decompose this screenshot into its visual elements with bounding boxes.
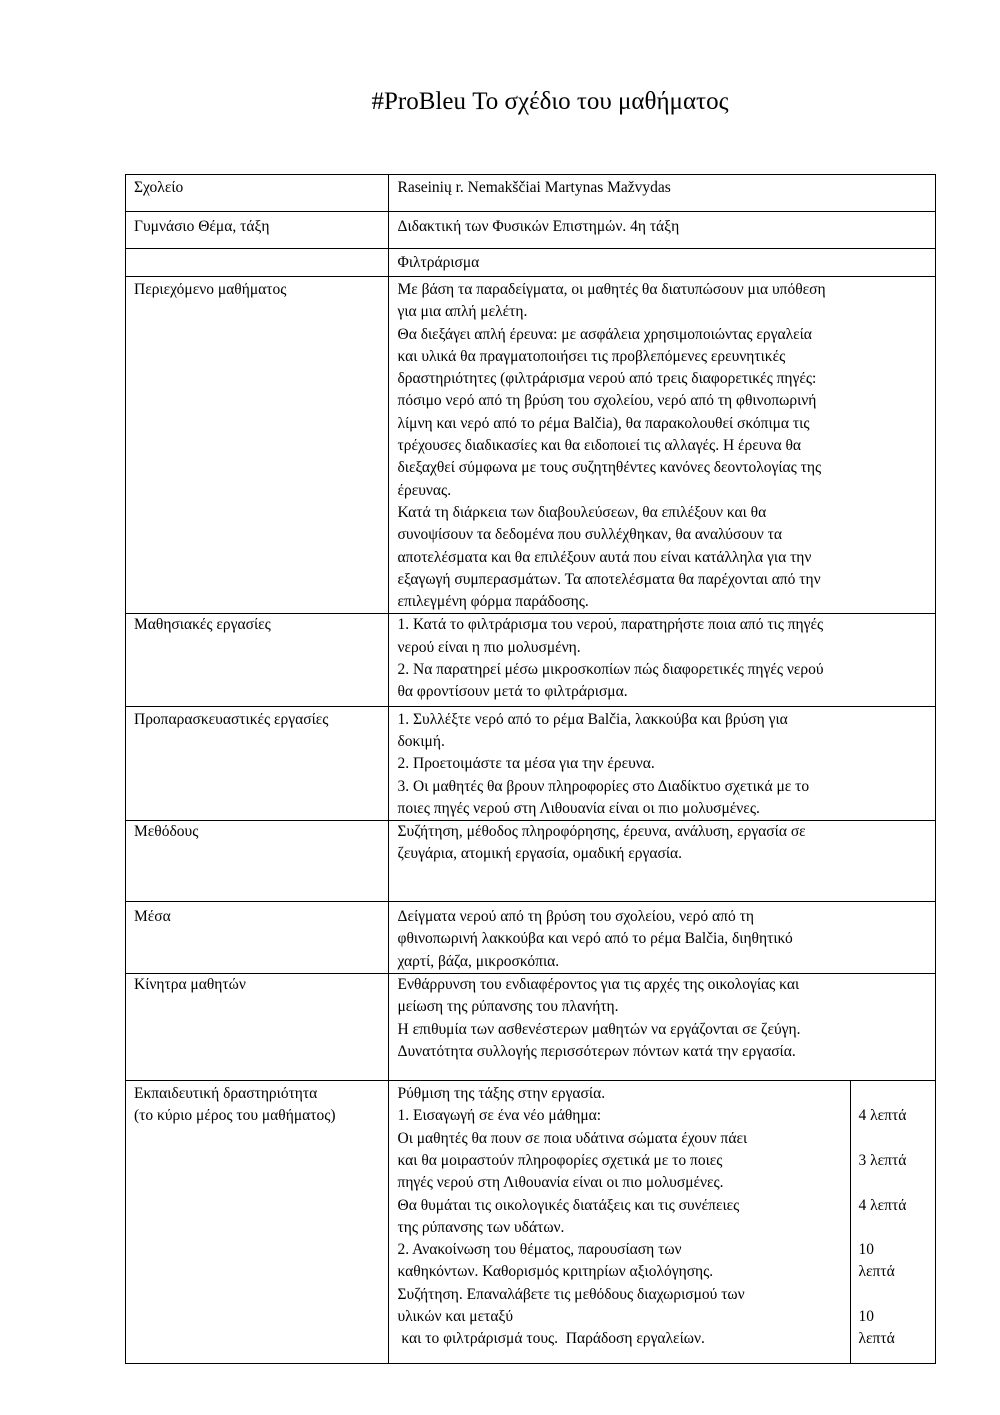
- motivation-line: Ενθάρρυνση του ενδιαφέροντος για τις αρχές της οικολογίας και: [397, 976, 800, 994]
- content-line: πόσιμο νερό από τη βρύση του σχολείου, νερό από τη φθινοπωρινή: [397, 392, 817, 410]
- row-school: [126, 175, 936, 212]
- media-value: [388, 902, 936, 974]
- topic-value: Φιλτράρισμα: [388, 249, 936, 277]
- preparatory-line: 2. Προετοιμάστε τα μέσα για την έρευνα.: [397, 755, 655, 773]
- preparatory-value: [388, 706, 936, 820]
- activity-line: Ρύθμιση της τάξης στην εργασία.: [397, 1085, 606, 1103]
- time-entry: λεπτά: [858, 1263, 895, 1281]
- content-line: Με βάση τα παραδείγματα, οι μαθητές θα διατυπώσουν μια υπόθεση: [397, 281, 826, 298]
- activity-line: Συζήτηση. Επαναλάβετε τις μεθόδους διαχωρισμού των: [397, 1285, 745, 1303]
- activity-line: υλικών και μεταξύ: [397, 1307, 514, 1325]
- content-line: λίμνη και νερό από το ρέμα Balčia), θα παρακολουθεί σκόπιμα τις: [397, 414, 810, 432]
- motivation-line: μείωση της ρύπανσης του πλανήτη.: [397, 998, 619, 1016]
- lesson-plan-table: [125, 174, 936, 1364]
- subject-label: Γυμνάσιο Θέμα, τάξη: [126, 212, 389, 249]
- row-motivation: [126, 974, 936, 1081]
- media-line: Δείγματα νερού από τη βρύση του σχολείου, νερό από τη: [397, 908, 754, 926]
- methods-value: [388, 821, 936, 902]
- school-label: Σχολείο: [126, 175, 389, 212]
- time-entry: 4 λεπτά: [858, 1107, 907, 1125]
- row-tasks: [126, 614, 936, 706]
- content-line: Κατά τη διάρκεια των διαβουλεύσεων, θα επιλέξουν και θα: [397, 503, 767, 521]
- activity-label: [126, 1081, 389, 1364]
- preparatory-label: Προπαρασκευαστικές εργασίες: [126, 706, 389, 820]
- tasks-line: θα φροντίσουν μετά το φιλτράρισμα.: [397, 683, 628, 701]
- tasks-value: [388, 614, 936, 706]
- tasks-line: 2. Να παρατηρεί μέσω μικροσκοπίων πώς διαφορετικές πηγές νερού: [397, 661, 824, 679]
- row-topic: [126, 249, 936, 277]
- preparatory-line: ποιες πηγές νερού στη Λιθουανία είναι οι πιο μολυσμένες.: [397, 799, 760, 817]
- content-line: έρευνας.: [397, 481, 452, 499]
- activity-label-line: Εκπαιδευτική δραστηριότητα: [134, 1085, 318, 1103]
- tasks-line: 1. Κατά το φιλτράρισμα του νερού, παρατηρήστε ποια από τις πηγές: [397, 616, 824, 634]
- row-content: [126, 277, 936, 614]
- activity-line: Οι μαθητές θα πουν σε ποια υδάτινα σώματα έχουν πάει: [397, 1129, 748, 1147]
- preparatory-line: 3. Οι μαθητές θα βρουν πληροφορίες στο Διαδίκτυο σχετικά με το: [397, 777, 810, 795]
- activity-line: Θα θυμάται τις οικολογικές διατάξεις και τις συνέπειες: [397, 1196, 740, 1214]
- methods-line: ζευγάρια, ατομική εργασία, ομαδική εργασία.: [397, 845, 683, 863]
- time-entry: [859, 1128, 936, 1150]
- content-line: αποτελέσματα και θα επιλέξουν αυτά που είναι κατάλληλα για την: [397, 548, 812, 566]
- time-entry: 10: [858, 1307, 874, 1325]
- content-label: Περιεχόμενο μαθήματος: [126, 277, 389, 614]
- row-preparatory: [126, 706, 936, 820]
- motivation-value: [388, 974, 936, 1081]
- time-entry: [859, 1284, 936, 1306]
- content-line: τρέχουσες διαδικασίες και θα ειδοποιεί τις αλλαγές. Η έρευνα θα: [397, 437, 801, 455]
- preparatory-line: δοκιμή.: [397, 732, 445, 750]
- row-activity: [126, 1081, 936, 1364]
- content-line: δραστηριότητες (φιλτράρισμα νερού από τρεις διαφορετικές πηγές:: [397, 370, 817, 388]
- motivation-line: Δυνατότητα συλλογής περισσότερων πόντων κατά την εργασία.: [397, 1042, 796, 1060]
- page-title: #ProBleu Το σχέδιο του μαθήματος: [371, 88, 729, 115]
- time-entry: 4 λεπτά: [858, 1196, 907, 1214]
- activity-label-line: (το κύριο μέρος του μαθήματος): [134, 1107, 336, 1125]
- row-methods: [126, 821, 936, 902]
- activity-inner-table: [398, 1081, 936, 1363]
- content-line: και υλικά θα πραγματοποιήσει τις προβλεπόμενες ερευνητικές: [397, 347, 786, 365]
- tasks-line: νερού είναι η πιο μολυσμένη.: [397, 638, 581, 656]
- media-label: Μέσα: [126, 902, 389, 974]
- methods-label: Μεθόδους: [126, 821, 389, 902]
- media-line: φθινοπωρινή λακκούβα και νερό από το ρέμα Balčia, διηθητικό: [397, 930, 793, 948]
- content-line: εξαγωγή συμπερασμάτων. Τα αποτελέσματα θα παρέχονται από την: [397, 570, 821, 588]
- time-entry: [859, 1217, 936, 1239]
- activity-steps: [398, 1081, 851, 1363]
- activity-line: πηγές νερού στη Λιθουανία είναι οι πιο μολυσμένες.: [397, 1174, 724, 1192]
- activity-line: και θα μοιραστούν πληροφορίες σχετικά με το ποιες: [397, 1151, 723, 1169]
- activity-line: και το φιλτράρισμά τους. Παράδοση εργαλείων.: [397, 1330, 705, 1348]
- subject-value: Διδακτική των Φυσικών Επιστημών. 4η τάξη: [388, 212, 936, 249]
- time-entry: [859, 1172, 936, 1194]
- time-entry: 10: [858, 1241, 874, 1259]
- activity-line: της ρύπανσης των υδάτων.: [397, 1218, 565, 1236]
- preparatory-line: 1. Συλλέξτε νερό από το ρέμα Balčia, λακκούβα και βρύση για: [397, 710, 788, 728]
- time-entry: 3 λεπτά: [858, 1151, 907, 1169]
- content-line: για μια απλή μελέτη.: [397, 303, 528, 321]
- activity-line: καθηκόντων. Καθορισμός κριτηρίων αξιολόγησης.: [397, 1263, 714, 1281]
- content-line: Θα διεξάγει απλή έρευνα: με ασφάλεια χρησιμοποιώντας εργαλεία: [397, 325, 812, 343]
- motivation-label: Κίνητρα μαθητών: [126, 974, 389, 1081]
- activity-line: 1. Εισαγωγή σε ένα νέο μάθημα:: [397, 1107, 602, 1125]
- content-line: συνοψίσουν τα δεδομένα που συλλέχθηκαν, θα αναλύσουν τα: [397, 526, 782, 544]
- media-line: χαρτί, βάζα, μικροσκόπια.: [397, 952, 560, 970]
- row-media: [126, 902, 936, 974]
- school-value: Raseinių r. Nemakščiai Martynas Mažvydas: [388, 175, 936, 212]
- row-subject: [126, 212, 936, 249]
- topic-label: [126, 249, 389, 277]
- time-entry: λεπτά: [858, 1330, 895, 1348]
- motivation-line: Η επιθυμία των ασθενέστερων μαθητών να εργάζονται σε ζεύγη.: [397, 1020, 801, 1038]
- activity-value: [388, 1081, 936, 1364]
- tasks-label: Μαθησιακές εργασίες: [126, 614, 389, 706]
- content-line: διεξαχθεί σύμφωνα με τους συζητηθέντες κανόνες δεοντολογίας της: [397, 459, 822, 477]
- content-line: επιλεγμένη φόρμα παράδοσης.: [397, 593, 589, 611]
- activity-line: 2. Ανακοίνωση του θέματος, παρουσίαση των: [397, 1241, 682, 1259]
- time-entry: [859, 1083, 936, 1105]
- content-value: [388, 277, 936, 614]
- activity-times: [850, 1081, 935, 1363]
- methods-line: Συζήτηση, μέθοδος πληροφόρησης, έρευνα, ανάλυση, εργασία σε: [397, 823, 806, 841]
